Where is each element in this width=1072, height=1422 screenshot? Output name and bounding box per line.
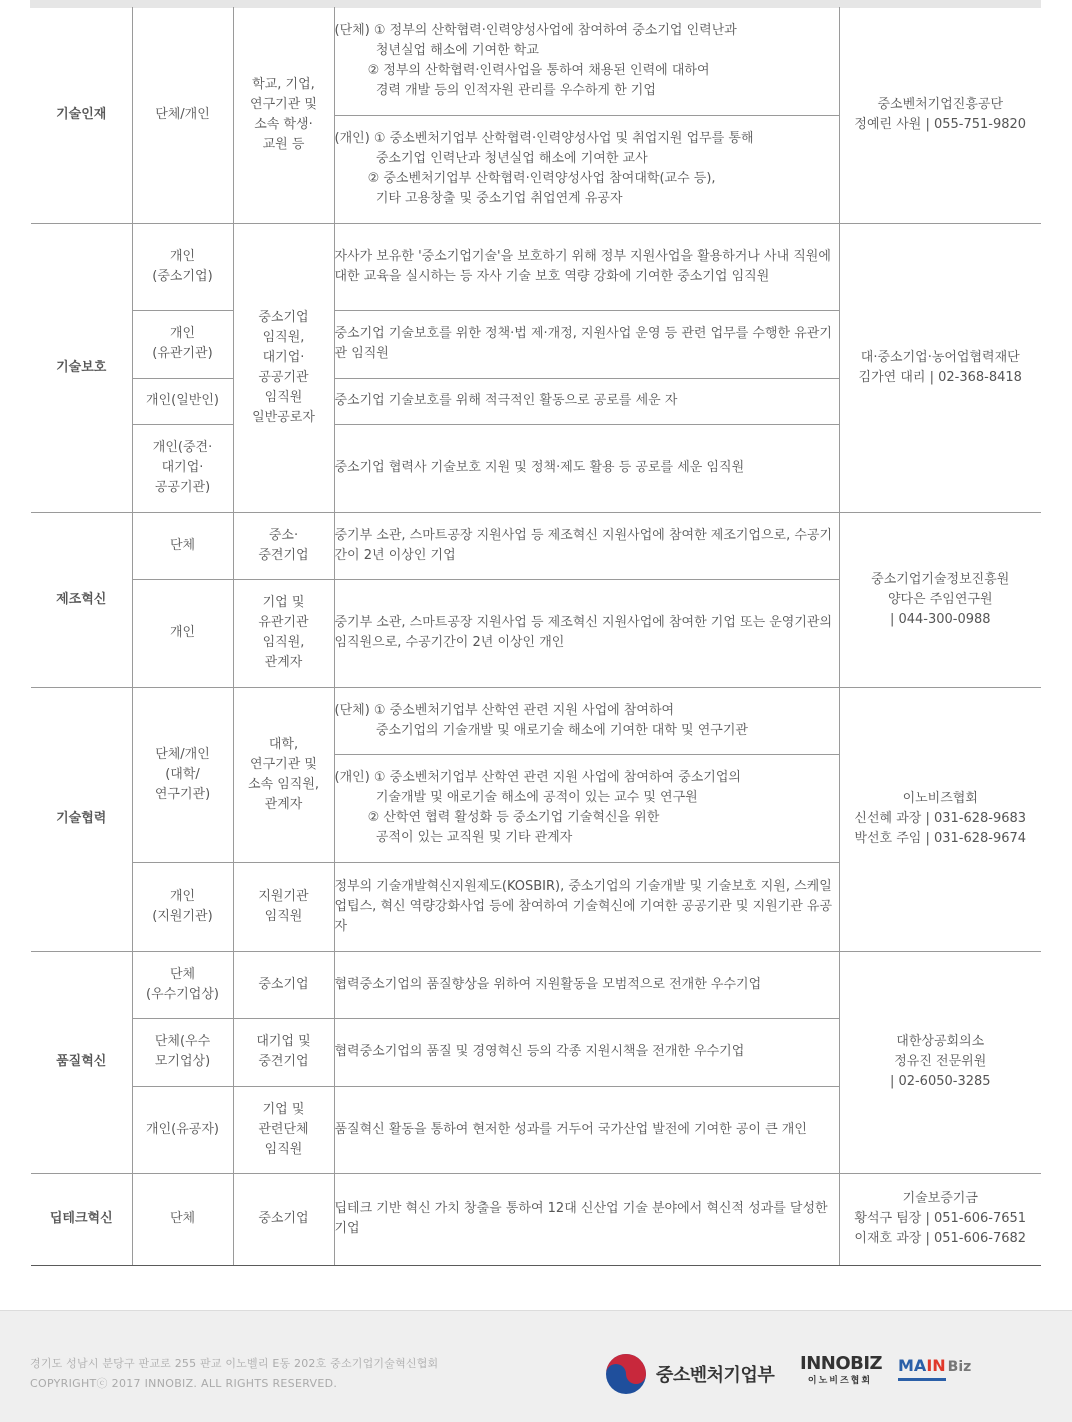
qualification-cell: 중소기업 임직원, 대기업· 공공기관 임직원 일반공로자: [233, 223, 334, 512]
desc-line: ② 중소벤처기업부 산학협력·인력양성사업 참여대학(교수 등),: [334, 171, 716, 186]
category-cell: 딥테크혁신: [31, 1173, 132, 1265]
desc-line: 중소기업의 기술개발 및 애로기술 해소에 기여한 대학 및 연구기관: [334, 722, 748, 738]
mainbiz-logo-bar: [898, 1378, 946, 1381]
mss-logo[interactable]: [604, 1354, 794, 1394]
desc-line: 경력 개발 등의 인적자원 관리를 우수하게 한 기업: [334, 82, 656, 98]
qualification-cell: 중소기업: [233, 951, 334, 1018]
qualification-cell: 대기업 및 중견기업: [233, 1018, 334, 1086]
qualification-cell: 기업 및 관련단체 임직원: [233, 1086, 334, 1173]
contact-cell: 기술보증기금 황석구 팀장 | 051-606-7651 이재호 과장 | 051-606-7682: [839, 1173, 1041, 1265]
target-cell: 단체: [132, 1173, 233, 1265]
description-cell: 중기부 소관, 스마트공장 지원사업 등 제조혁신 지원사업에 참여한 제조기업으로, 수공기간이 2년 이상인 기업: [334, 512, 839, 579]
qualification-cell: 중소기업: [233, 1173, 334, 1265]
target-cell: 개인(중견· 대기업· 공공기관): [132, 424, 233, 512]
description-cell: 딥테크 기반 혁신 가치 창출을 통하여 12대 신산업 기술 분야에서 혁신적 성과를 달성한 기업: [334, 1173, 839, 1265]
contact-cell: 대한상공회의소 정유진 전문위원 | 02-6050-3285: [839, 951, 1041, 1173]
desc-line: (개인) ① 중소벤처기업부 산학협력·인력양성사업 및 취업지원 업무를 통해: [334, 131, 754, 146]
description-cell: 협력중소기업의 품질 및 경영혁신 등의 각종 지원시책을 전개한 우수기업: [334, 1018, 839, 1086]
contact-cell: 중소기업기술정보진흥원 양다은 주임연구원 | 044-300-0988: [839, 512, 1041, 687]
description-cell: [334, 754, 839, 862]
target-cell: 단체: [132, 512, 233, 579]
description-cell: 정부의 기술개발혁신지원제도(KOSBIR), 중소기업의 기술개발 및 기술보호 지원, 스케일업팁스, 혁신 역량강화사업 등에 참여하여 기술혁신에 기여한 공공기관 및 지원기관 유공자: [334, 862, 839, 951]
mainbiz-logo-main: MAIN: [898, 1356, 946, 1375]
mainbiz-logo-biz: Biz: [947, 1359, 972, 1375]
innobiz-logo-text: INNOBIZ: [800, 1353, 883, 1374]
footer-address: 경기도 성남시 분당구 판교로 255 판교 이노벨리 E동 202호 중소기업기술혁신협회: [30, 1357, 439, 1370]
table-row: [31, 7, 1041, 115]
qualification-cell: 기업 및 유관기관 임직원, 관계자: [233, 579, 334, 687]
target-cell: 개인 (지원기관): [132, 862, 233, 951]
description-cell: 중소기업 협력사 기술보호 지원 및 정책·제도 활용 등 공로를 세운 임직원: [334, 424, 839, 512]
desc-line: ② 산학연 협력 활성화 등 중소기업 기술혁신을 위한: [334, 810, 660, 825]
desc-line: 기타 고용창출 및 중소기업 취업연계 유공자: [334, 191, 623, 206]
qualification-cell: 학교, 기업, 연구기관 및 소속 학생· 교원 등: [233, 7, 334, 223]
description-cell: 중소기업 기술보호를 위한 정책·법 제·개정, 지원사업 운영 등 관련 업무를 수행한 유관기관 임직원: [334, 310, 839, 378]
table-row: [31, 1173, 1041, 1265]
innobiz-logo[interactable]: [800, 1353, 883, 1394]
desc-line: 청년실업 해소에 기여한 학교: [334, 42, 539, 58]
target-cell: 단체/개인 (대학/ 연구기관): [132, 687, 233, 862]
description-cell: [334, 687, 839, 754]
desc-line: 기술개발 및 애로기술 해소에 공적이 있는 교수 및 연구원: [334, 790, 698, 805]
category-cell: 기술보호: [31, 223, 132, 512]
description-cell: 중기부 소관, 스마트공장 지원사업 등 제조혁신 지원사업에 참여한 기업 또는 운영기관의 임직원으로, 수공기간이 2년 이상인 개인: [334, 579, 839, 687]
description-cell: 중소기업 기술보호를 위해 적극적인 활동으로 공로를 세운 자: [334, 378, 839, 424]
desc-line: (단체) ① 중소벤처기업부 산학연 관련 지원 사업에 참여하여: [334, 702, 675, 718]
target-cell: 개인 (중소기업): [132, 223, 233, 310]
award-table: [31, 7, 1041, 1266]
target-cell: 단체 (우수기업상): [132, 951, 233, 1018]
category-cell: 기술인재: [31, 7, 132, 223]
desc-line: (단체) ① 정부의 산학협력·인력양성사업에 참여하여 중소기업 인력난과: [334, 22, 737, 38]
target-cell: 개인(유공자): [132, 1086, 233, 1173]
table-row: [31, 951, 1041, 1018]
target-cell: 개인(일반인): [132, 378, 233, 424]
qualification-cell: 지원기관 임직원: [233, 862, 334, 951]
desc-line: 중소기업 인력난과 청년실업 해소에 기여한 교사: [334, 151, 648, 166]
table-row: [31, 512, 1041, 579]
contact-cell: 중소벤처기업진흥공단 정예린 사원 | 055-751-9820: [839, 7, 1041, 223]
description-cell: [334, 7, 839, 115]
target-cell: 단체/개인: [132, 7, 233, 223]
mss-logo-text: 중소벤처기업부: [656, 1365, 775, 1386]
category-cell: 품질혁신: [31, 951, 132, 1173]
description-cell: 자사가 보유한 '중소기업기술'을 보호하기 위해 정부 지원사업을 활용하거나 사내 직원에 대한 교육을 실시하는 등 자사 기술 보호 역량 강화에 기여한 중소기업 임직원: [334, 223, 839, 310]
description-cell: 품질혁신 활동을 통하여 현저한 성과를 거두어 국가산업 발전에 기여한 공이 큰 개인: [334, 1086, 839, 1173]
desc-line: 공적이 있는 교직원 및 기타 관계자: [334, 830, 573, 845]
category-cell: 기술협력: [31, 687, 132, 951]
footer-copyright: COPYRIGHTⓒ 2017 INNOBIZ. ALL RIGHTS RESERVED.: [30, 1377, 338, 1390]
innobiz-logo-subtext: 이노비즈협회: [807, 1376, 873, 1386]
contact-cell: 대·중소기업·농어업협력재단 김가연 대리 | 02-368-8418: [839, 223, 1041, 512]
contact-cell: 이노비즈협회 신선혜 과장 | 031-628-9683 박선호 주임 | 031-628-9674: [839, 687, 1041, 951]
description-cell: [334, 115, 839, 223]
category-cell: 제조혁신: [31, 512, 132, 687]
qualification-cell: 대학, 연구기관 및 소속 임직원, 관계자: [233, 687, 334, 862]
target-cell: 개인 (유관기관): [132, 310, 233, 378]
mainbiz-logo[interactable]: [898, 1356, 978, 1386]
desc-line: (개인) ① 중소벤처기업부 산학연 관련 지원 사업에 참여하여 중소기업의: [334, 770, 741, 785]
table-row: [31, 223, 1041, 310]
target-cell: 개인: [132, 579, 233, 687]
desc-line: ② 정부의 산학협력·인력사업을 통하여 채용된 인력에 대하여: [334, 62, 710, 78]
footer-divider: [0, 1310, 1072, 1311]
qualification-cell: 중소· 중견기업: [233, 512, 334, 579]
table-row: [31, 687, 1041, 754]
description-cell: 협력중소기업의 품질향상을 위하여 지원활동을 모범적으로 전개한 우수기업: [334, 951, 839, 1018]
taegeuk-icon: [604, 1352, 648, 1396]
target-cell: 단체(우수 모기업상): [132, 1018, 233, 1086]
